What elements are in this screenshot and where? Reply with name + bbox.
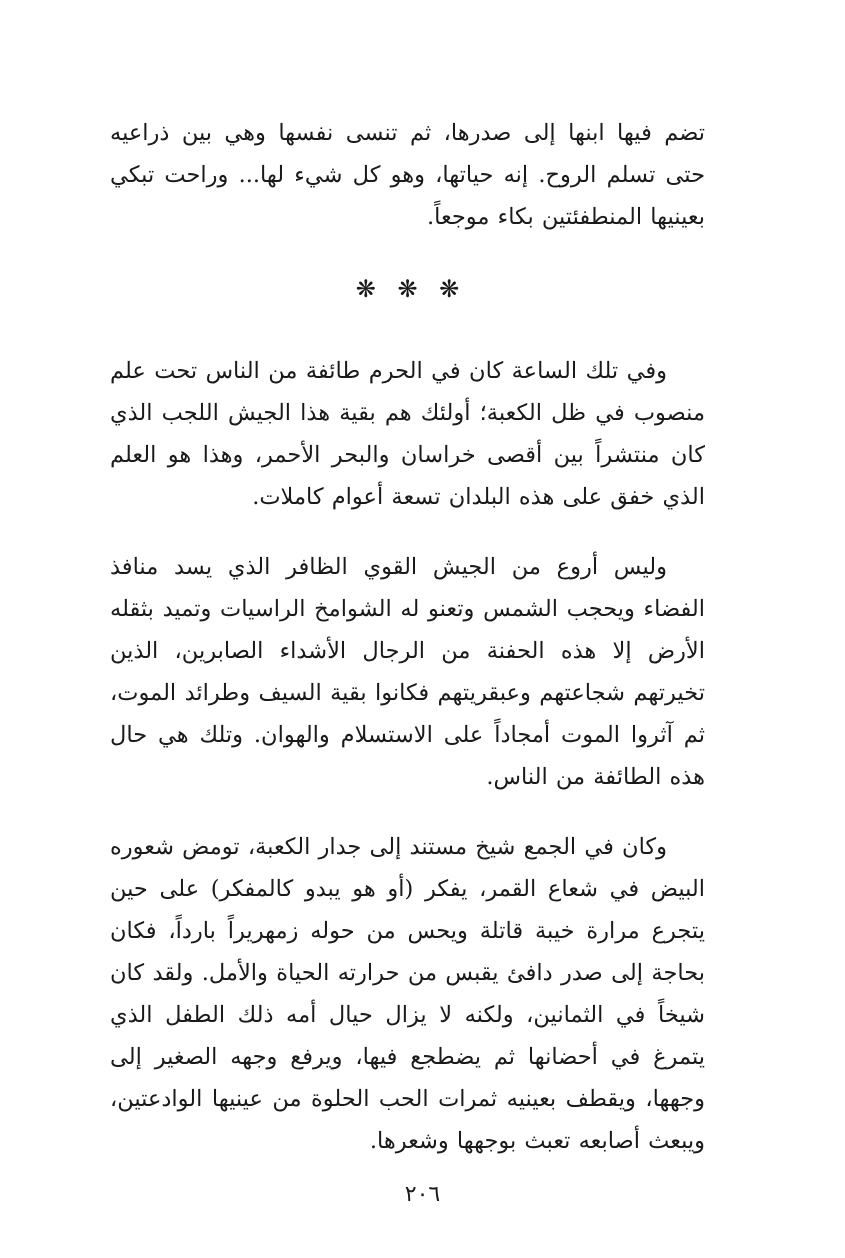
page-number: ٢٠٦ xyxy=(404,1182,441,1207)
paragraph-4: وكان في الجمع شيخ مستند إلى جدار الكعبة، تومض شعوره البيض في شعاع القمر، يفكر (أو هو يبدو كالمفكر) على حين يتجرع مرارة خيبة قاتلة ويحس من حوله زمهريراً بارداً، فكان بحاجة إلى صدر دافئ يقبس من حرارته الحياة والأمل. ولقد كان شيخاً في الثمانين، ولكنه لا يزال حيال أمه ذلك الطفل الذي يتمرغ في أحضانها ثم يضطجع فيها، ويرفع وجهه الصغير إلى وجهها، ويقطف بعينيه ثمرات الحب الحلوة من عينيها الوادعتين، ويبعث أصابعه تعبث بوجهها وشعرها. xyxy=(110,834,705,1154)
section-separator: ❋ ❋ ❋ xyxy=(355,275,460,303)
page-body xyxy=(110,112,705,1162)
paragraph-1: تضم فيها ابنها إلى صدرها، ثم تنسى نفسها وهي بين ذراعيه حتى تسلم الروح. إنه حياتها، وهو كل شيء لها... وراحت تبكي بعينيها المنطفئتين بكاء موجعاً. xyxy=(110,120,705,230)
paragraph-2: وفي تلك الساعة كان في الحرم طائفة من الناس تحت علم منصوب في ظل الكعبة؛ أولئك هم بقية هذا الجيش اللجب الذي كان منتشراً بين أقصى خراسان والبحر الأحمر، وهذا هو العلم الذي خفق على هذه البلدان تسعة أعوام كاملات. xyxy=(110,358,705,510)
paragraph-3: وليس أروع من الجيش القوي الظافر الذي يسد منافذ الفضاء ويحجب الشمس وتعنو له الشوامخ الراسيات وتميد بثقله الأرض إلا هذه الحفنة من الرجال الأشداء الصابرين، الذين تخيرتهم شجاعتهم وعبقريتهم فكانوا بقية السيف وطرائد الموت، ثم آثروا الموت أمجاداً على الاستسلام والهوان. وتلك هي حال هذه الطائفة من الناس. xyxy=(110,554,705,790)
